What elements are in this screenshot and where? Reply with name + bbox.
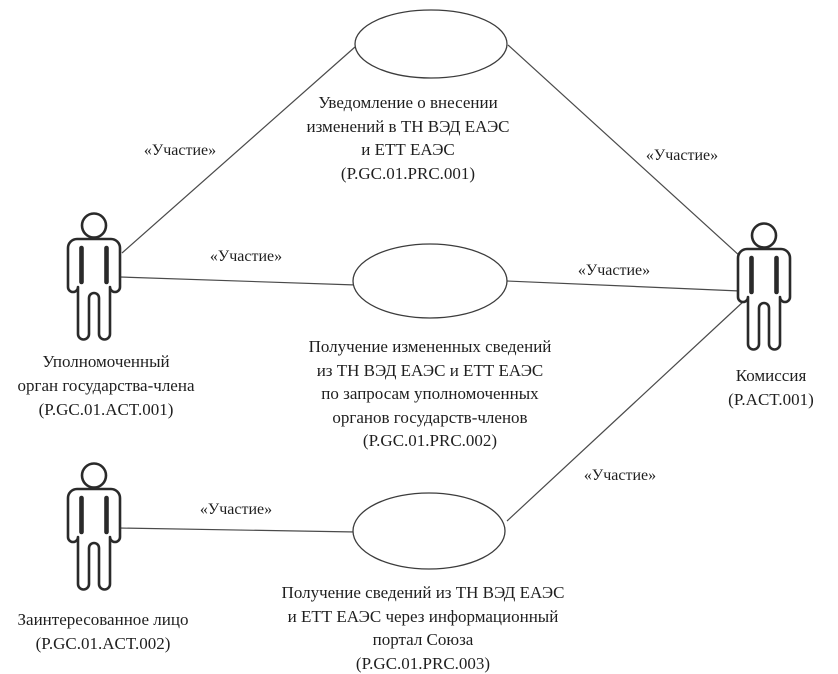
- actor-label-line: Уполномоченный: [42, 352, 170, 371]
- use-case-caption-line: Получение измененных сведений: [308, 337, 552, 356]
- use-case-caption-line: портал Союза: [372, 630, 474, 649]
- use-case-caption-line: органов государств-членов: [332, 407, 528, 427]
- use-case-caption-prc002: [309, 335, 552, 453]
- actor-icon-interested-person: [68, 464, 120, 590]
- stereotype-label-act1-uc2: «Участие»: [209, 248, 283, 265]
- use-case-caption-line: по запросам уполномоченных: [321, 384, 539, 403]
- stereotype-label-uc1-act3: «Участие»: [645, 147, 719, 164]
- actor-icon-commission: [738, 224, 790, 350]
- use-case-caption-line: (P.GC.01.PRC.001): [340, 163, 476, 183]
- stereotype-label-act2-uc3: «Участие»: [199, 501, 273, 518]
- use-case-caption-prc003: [282, 581, 565, 674]
- stereotype-label-uc2-act3: «Участие»: [577, 262, 651, 279]
- actor-label-line: (P.GC.01.ACT.001): [38, 400, 174, 419]
- use-case-caption-line: (P.GC.01.PRC.003): [355, 653, 491, 673]
- actor-label-line: Комиссия: [735, 366, 807, 385]
- actor-label-interested-person: [18, 608, 189, 656]
- use-case-caption-line: и ЕТТ ЕАЭС: [361, 140, 455, 159]
- use-case-caption-line: Уведомление о внесении: [318, 93, 498, 112]
- use-case-caption-line: из ТН ВЭД ЕАЭС и ЕТТ ЕАЭС: [316, 360, 544, 380]
- actor-label-line: (P.GC.01.ACT.002): [35, 634, 171, 653]
- use-case-caption-line: (P.GC.01.PRC.002): [362, 431, 498, 450]
- association-line-uc2-act3: [507, 281, 740, 291]
- actor-label-commission: [728, 364, 814, 412]
- actor-label-line: орган государства-члена: [17, 376, 195, 395]
- use-case-ellipse-prc002: [353, 244, 507, 318]
- use-case-ellipse-prc003: [353, 493, 505, 569]
- association-line-act2-uc3: [118, 528, 356, 532]
- actor-icon-authorized-body: [68, 214, 120, 340]
- association-line-act1-uc2: [120, 277, 356, 285]
- actor-label-line: Заинтересованное лицо: [17, 610, 189, 629]
- use-case-caption-line: изменений в ТН ВЭД ЕАЭС: [306, 116, 510, 136]
- use-case-caption-line: и ЕТТ ЕАЭС через информационный: [287, 606, 559, 626]
- stereotype-label-act1-uc1: «Участие»: [143, 142, 217, 159]
- use-case-caption-line: Получение сведений из ТН ВЭД ЕАЭС: [281, 583, 565, 602]
- use-case-ellipse-prc001: [355, 10, 507, 78]
- actor-label-line: (P.ACT.001): [728, 390, 814, 409]
- actor-label-authorized-body: [18, 350, 195, 422]
- use-case-caption-prc001: [306, 91, 509, 185]
- stereotype-label-act3-uc3: «Участие»: [583, 467, 657, 484]
